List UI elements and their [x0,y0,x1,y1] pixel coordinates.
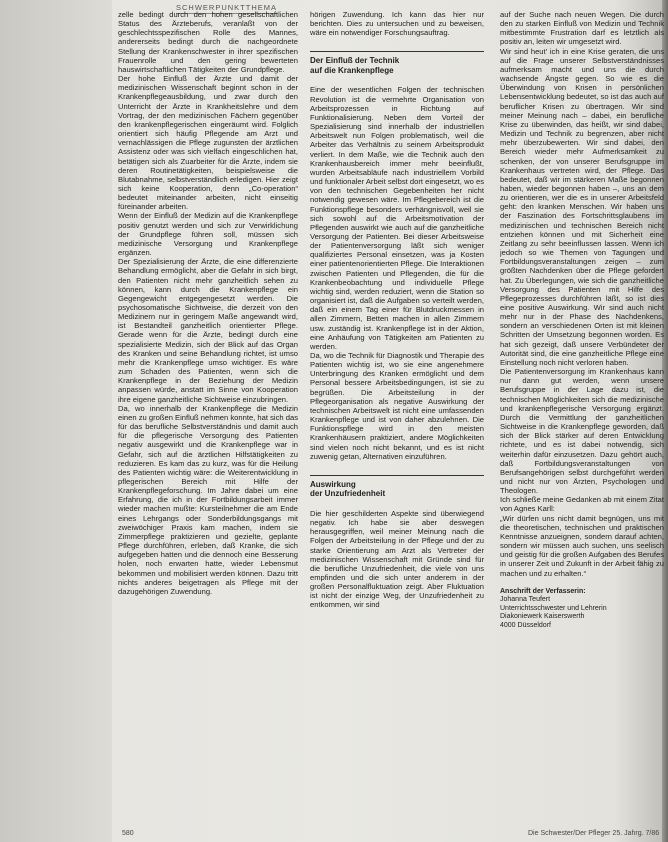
col3-paragraph: auf der Suche nach neuen Wegen. Die durch den zu starken Einfluß von Medizin und Technik mitbestimmte Frustration darf es letztlich als positiv an, leiten wir umgesetzt wird. [500,10,664,47]
col1-paragraph: Der Spezialisierung der Ärzte, die eine differenzierte Behandlung ermöglicht, aber die Gefahr in sich birgt, den Patienten nicht mehr ganzheitlich sehen zu können, kann durch die Krankenpflege ein Gegengewicht entgegengesetzt werden. Die psychosomatische Sichtweise, die derzeit von den Medizinern nur in geringem Maße angewandt wird, ist Bestandteil ganzheitlich orientierter Pflege. Gerade wenn für die Ärzte, bedingt durch eine spezialisierte Medizin, sich der Blick auf das Organ des Kranken und seine Behandlung richtet, ist umso mehr die Krankenpflege umso wichtiger. Es wäre zum Schaden des Patienten, wenn sich die Krankenpflege in der Beziehung der Medizin anpassen würde, anstatt im Sinne von Kooperation ihre eigene ganzheitliche Sichtweise einzubringen. [118,257,298,404]
col1-paragraph: Da, wo innerhalb der Krankenpflege die Medizin einen zu großen Einfluß nehmen konnte, hat sich das für das berufliche Selbstverständnis und damit auch für die pflegerische Versorgung des Patienten negativ ausgewirkt und die Krankenpflege war in Gefahr, sich auf die ärztlichen Hilfstätigkeiten zu reduzieren. Es kam das zu kurz, was für die Heilung des Patienten wichtig wäre: die Weiterentwicklung in pflegerischen Bereich mit Hilfe der Krankenpflegeforschung. Im Jahre dabei um eine Erfahrung, die ich in der Fortbildungsarbeit immer wieder machen mußte: Kursteilnehmer die am Ende eines Lehrgangs oder Sonderbildungsgangs mit zweiwöchiger Praxis kam machen, indem sie Zimmerpflege praktizieren und gezielte, geplante Pflege durchführen, erleben, daß Kranke, die sich aufgegeben hatten und die dennoch eine Besserung holen, noch erwarten hatte, wieder Lebensmut bekommen und mobilisiert werden können. Dazu tritt nichts anderes beigetragen als Pflege mit der dazugehörigen Zuwendung. [118,403,298,596]
section-heading-unzufriedenheit [310,475,484,499]
address-line: Unterrichtsschwester und Lehrerin [500,604,607,612]
journal-citation: Die Schwester/Der Pfleger 25. Jahrg. 7/86 [528,830,660,837]
col1-paragraph: Wenn der Einfluß der Medizin auf die Krankenpflege positiv genutzt werden und sich zur Verwirklichung der Grundpflege führen soll, müssen sich medizinische Versorgung und Krankenpflege ergänzen. [118,211,298,258]
col3-paragraph: Wir sind heut' ich in eine Krise geraten, die uns auf die Frage unserer Selbstverständnisses aufmerksam macht und uns die durch wachsende Ängste gegen. So wie es die Überwindung von Krisen in persönlichen Lebensentwicklung bedeutet, so ist das auch auf beruflicher Krisen zu übertragen. Wir sind meiner Meinung nach – dabei, ein berufliche Krise zu überwinden, das heißt, wir sind dabei, Medizin und Technik zu begrenzen, aber nicht mehr überzubewerten. Wir sind dabei, den Bereich wieder mehr Aufmerksamkeit zu schenken, der von unserer Berufsgruppe im Krankenhaus vertreten wird, der Pflege. Das bedeutet, daß wir im stärkeren Maße begonnen haben, wieder begonnen haben –, uns an dem zu orientieren, wer die es in unserer Arbeitsfeld geht: den kranken Menschen. Wir haben uns der Faszination des Fortschrittsglaubens im medizinischen und technischen Bereich nicht entziehen können und mit Sicherheit eine Zeitlang zu sehr beeinflussen lassen. Wenn ich jedoch so wie Themen von Tagungen und Fortbildungsveranstaltungen zeigen – zum größten Nachdenken über die Pflege gefordert hat. Zu Überlegungen, wie sich die ganzheitliche Versorgung des Patienten mit Hilfe des Pflegeprozesses durchführen läßt, so ist dies eine positive Auswirkung. Wir sind auch nicht mehr nur in der Phase des Nachdenkens, sondern an verschiedenen Orten ist mit kleinen Schritten der Umsetzung begonnen worden. Es hat sich gezeigt, daß unsere Verbündeter der Autorität sind, die eine ganzheitliche Pflege eine Einstellung noch nicht verloren haben. [500,46,664,367]
address-line: Johanna Teufert [500,596,551,604]
page-binding-shadow [0,0,112,842]
col3-quote: „Wir dürfen uns nicht damit begnügen, uns mit die theoretischen, technischen und praktischen Kenntnisse anzueignen, sondern darauf achten, sondern wir müssen auch suchen, uns seelisch und geistig für die großen Aufgaben des Berufes in unserer Zeit und Zukunft in der Arbeit fähig zu machen und zu erhalten.“ [500,513,664,578]
col1-paragraph: Der hohe Einfluß der Ärzte und damit der medizinischen Wissenschaft beginnt schon in der Krankenpflegeausbildung, und zwar durch den Unterricht der Ärzte in Krankheitslehre und dem Vortrag, der den medizinischen Fächern gegenüber den krankenpflegerischen eingeräumt wird. Folglich orientiert sich häufig Pflegende am Arzt und vernachlässigen die Pflege zugunsten der ärztlichen Assistenz oder was sich vielfach eingeschlichen hat, betätigen sich als Zuarbeiter für die Ärzte, indem sie deren Routinetätigkeiten, beispielsweise die Blutabnahme, selbstverständlich erledigen. Hier zeigt sich keine Kooperation, denn „Co-operation“ bedeutet miteinander arbeiten, nicht einseitig füreinander arbeiten. [118,74,298,212]
address-label: Anschrift der Verfasserin: [500,587,586,595]
column-1 [118,10,298,840]
section-heading-technik [310,51,484,75]
col2-paragraph: Eine der wesentlichen Folgen der technischen Revolution ist die vermehrte Organisation von Arbeitsprozessen in Richtung auf Funktionalisierung. Neben dem Vorteil der Spezialisierung sind innerhalb der industriellen Arbeitswelt nun Folgen problematisch, weil die Arbeiter das Verhältnis zu seinem Arbeitsprodukt verliert. In dem Maße, wie die Technik auch den Krankenhausbereich immer mehr beeinflußt, wurden Arbeitsabläufe nach industriellem Vorbild und funktionaler Arbeit selbst dort eingesetzt, wo es von den technischen Gegebenheiten her nicht notwendig gewesen wäre. Im Pflegebereich ist die Funktionspflege besonders verhängnisvoll, weil sie sich sowohl auf die Arbeitsmotivation der Pflegenden auswirkt wie auch auf die ganzheitliche Versorgung der Patienten. Bei dieser Arbeitsweise der Patientenversorgung läßt sich weniger qualifiziertes Personal einsetzen, was ja Kosten einer patientenorientierten Pflege. Die Interaktionen zwischen Patienten und Pflegenden, die für die Krankenbeobachtung und individuelle Pflege wichtig sind, werden reduziert, wenn die Station so organisiert ist, daß die Aufgaben so verteilt werden, daß ein einem Tag einer für Blutdruckmessen in allen Zimmern, Betten machen in allen Zimmern usw. zuständig ist. Krankenpflege ist in der Aktion, eine Anhäufung von Tätigkeiten am Patienten zu werden. [310,85,484,351]
col3-paragraph: Die Patientenversorgung im Krankenhaus kann nur dann gut werden, wenn unsere Berufsgruppe in der Lage dazu ist, die technischen Möglichkeiten sich die medizinische und krankenpflegerische Versorgung ergänzt. Durch die Vermittlung der ganzheitlichen Sichtweise in die Krankenpflege geworden, daß sich der Blick stärker auf deren Entwicklung richtete, und es ist dabei notwendig, sich weiterhin dafür einzusetzen. Dazu gehört auch, daß Fortbildungsveranstaltungen von Berufsangehörigen selbst durchgeführt werden und nicht nur von Ärzten, Psychologen und Theologen. [500,367,664,496]
page-number: 580 [122,830,134,837]
column-2 [310,10,484,830]
section-heading-line: Der Einfluß der Technik [310,56,400,66]
col3-paragraph: Ich schließe meine Gedanken ab mit einem Zitat von Agnes Karll: [500,495,664,514]
address-line: Diakoniewerk Kaiserswerth [500,613,585,621]
author-address [500,588,664,631]
col2-paragraph: Da, wo die Technik für Diagnostik und Therapie des Patienten wichtig ist, wo sie eine angenehmere Unterbringung des Kranken ermöglicht und dem Personal bessere Arbeitsbedingungen, ist sie zu begrüßen. Die Arbeitsteilung in der Pflegeorganisation als negative Auswirkung der technischen Arbeitswelt ist nicht eine umfassenden Krankenpflege und ist von daher abzulehnen. Die Funktionspflege wird in den meisten Krankenhäusern praktiziert, andere Möglichkeiten sind vielen noch nicht bekannt, und es ist nicht zuwenig getan, Alternativen einzuführen. [310,351,484,461]
col2-intro: hörigen Zuwendung. Ich kann das hier nur berichten. Dies zu untersuchen und zu beweisen, wäre ein notwendiger Forschungsauftrag. [310,10,484,38]
address-line: 4000 Düsseldorf [500,622,551,630]
col2-paragraph: Die hier geschilderten Aspekte sind überwiegend negativ. Ich habe sie aber deswegen herausgegriffen, weil meiner Meinung nach die Folgen der Arbeitsteilung in der Pflege und der zu starke Orientierung am Arzt als Vertreter der medizinischen Wissenschaft mit Gründe sind für die berufliche Unzufriedenheit, die viele von uns empfinden und die sich unter anderem in der großen Personalfluktuation zeigt. Aber Fluktuation ist nicht der einzige Weg, der Unzufriedenheit zu entkommen, wir sind [310,508,484,610]
section-heading-line: der Unzufriedenheit [310,489,386,499]
section-heading-line: auf die Krankenpflege [310,65,394,75]
col1-paragraph: zelle bedingt durch den hohen gesellschaftlichen Status des Ärzteberufs, veranlaßt von der geschlechtsspezifischen Rolle des Mannes, andererseits bedingt durch die nachgeordnete Stellung der Krankenschwester in ihrer spezifischen Frauenrolle und den gering bewerteten hauswirtschaftlichen Tätigkeiten der Grundpflege. [118,10,298,74]
section-header-label: SCHWERPUNKTTHEMA [176,3,278,12]
column-3 [500,10,664,822]
section-heading-line: Auswirkung [310,479,356,489]
